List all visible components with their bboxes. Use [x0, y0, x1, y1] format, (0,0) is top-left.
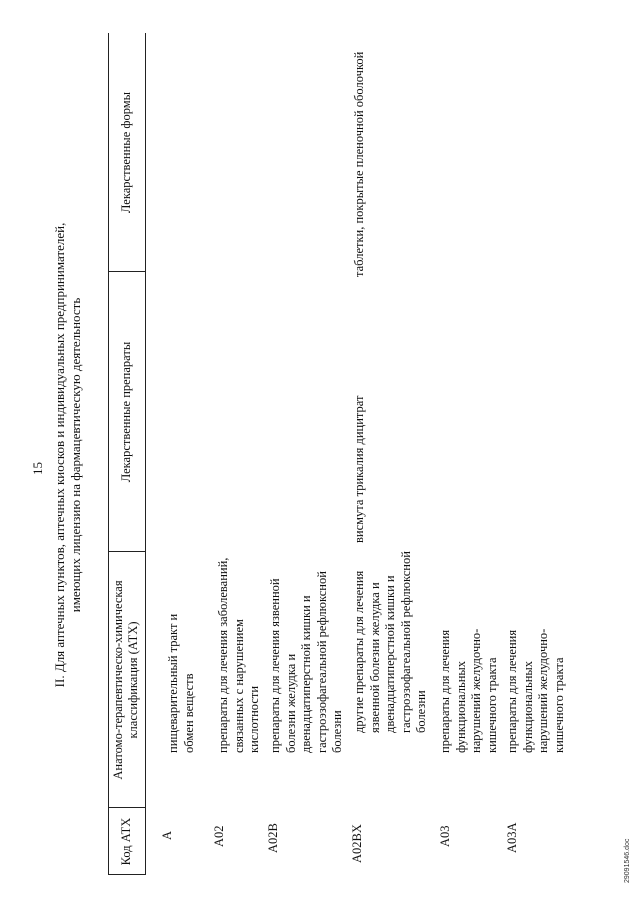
- row1-code: A: [160, 830, 174, 840]
- row4-classification: другие препараты для лечения язвенной болезни желудка и двенадцатиперстной кишки и гастроэзофагеальной рефлюксной болезни: [352, 551, 428, 733]
- row4-form: таблетки, покрытые пленочной оболочкой: [352, 51, 366, 277]
- heading-line-2: имеющих лицензию на фармацевтическую деятельность: [68, 297, 83, 613]
- table-top-rule: [108, 33, 109, 875]
- table-header-rule: [145, 33, 146, 875]
- row4-code: A02BX: [350, 824, 364, 863]
- row1-classification: пищеварительный тракт и обмен веществ: [166, 613, 196, 753]
- row2-classification: препараты для лечения заболеваний, связанных с нарушением кислотности: [216, 557, 261, 753]
- row2-code: A02: [212, 825, 226, 847]
- header-drugs: Лекарственные препараты: [119, 341, 133, 483]
- row3-code: A02B: [266, 823, 280, 853]
- document-id: 29091546.doc: [624, 838, 631, 883]
- heading-line-1: II. Для аптечных пунктов, аптечных киосков и индивидуальных предпринимателей,: [52, 222, 67, 688]
- row5-classification: препараты для лечения функциональных нарушений желудочно-кишечного тракта: [438, 628, 499, 753]
- row6-classification: препараты для лечения функциональных нарушений желудочно-кишечного тракта: [505, 628, 566, 753]
- row3-classification: препараты для лечения язвенной болезни желудка и двенадцатиперстной кишки и гастроэзофагеальной рефлюксной болезни: [268, 571, 344, 753]
- row6-code: A03A: [505, 822, 519, 853]
- header-classification: Анатомо-терапевтическо-химическая классификация (АТХ): [111, 580, 140, 780]
- header-code: Код АТХ: [119, 817, 133, 866]
- row5-code: A03: [438, 825, 452, 847]
- header-forms: Лекарственные формы: [119, 91, 133, 214]
- page-number: 15: [30, 462, 45, 475]
- row4-drug: висмута трикалия дицитрат: [352, 395, 366, 543]
